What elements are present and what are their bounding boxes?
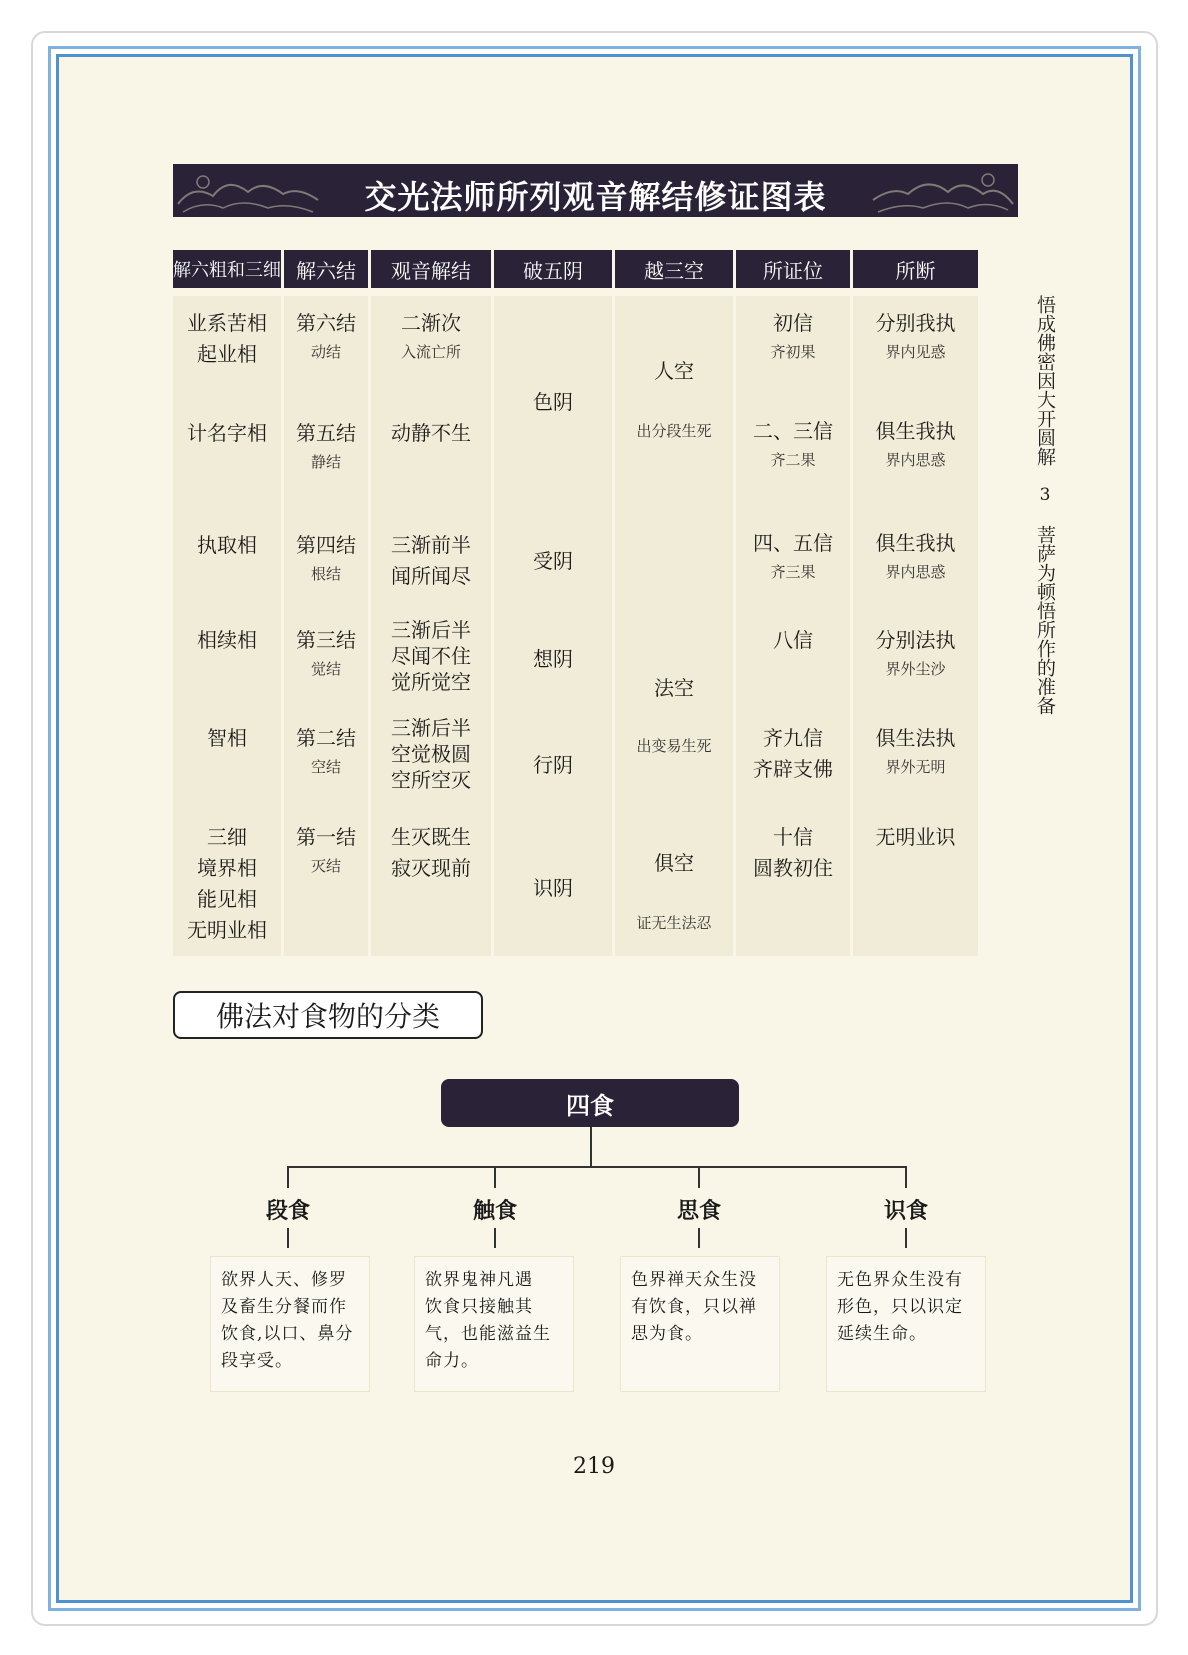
table-cell-position: 初信 齐初果 — [770, 311, 816, 361]
table-cell-knot: 第六结 动结 — [296, 311, 356, 361]
table-cell-position: 二、三信 齐二果 — [753, 419, 833, 469]
table-cell-position: 十信 圆教初住 — [753, 825, 833, 880]
table-cell-untying: 三渐后半 尽闻不住 觉所觉空 — [391, 618, 471, 694]
table-cell-skandha: 色阴 — [533, 390, 573, 414]
diagram-connector — [287, 1166, 907, 1168]
diagram-node: 段食 — [265, 1199, 310, 1224]
diagram-node: 识食 — [883, 1199, 928, 1224]
table-cell-emptiness: 人空 — [654, 359, 694, 383]
table-cell-coarse-mark: 计名字相 — [187, 421, 267, 445]
table-header-cell: 观音解结 — [371, 250, 491, 288]
diagram-node-description: 欲界人天、修罗 及畜生分餐而作 饮食,以口、鼻分 段享受。 — [210, 1256, 370, 1392]
table-cell-knot: 第三结 觉结 — [296, 628, 356, 678]
table-header-cell: 越三空 — [615, 250, 733, 288]
table-cell-coarse-mark: 智相 — [207, 726, 247, 750]
diagram-node: 触食 — [472, 1199, 517, 1224]
table-cell-coarse-mark: 三细 境界相 能见相 无明业相 — [187, 825, 267, 942]
table-cell-untying: 三渐前半 闻所闻尽 — [391, 533, 471, 588]
table-cell-emptiness: 俱空 — [654, 851, 694, 875]
diagram-node: 思食 — [676, 1199, 721, 1224]
table-cell-emptiness-note: 证无生法忍 — [636, 914, 712, 932]
table-cell-position: 八信 — [773, 628, 813, 652]
side-running-head: 悟成佛密因大开圆解 — [1034, 295, 1056, 466]
table-cell-untying: 三渐后半 空觉极圆 空所空灭 — [391, 716, 471, 792]
table-cell-position: 四、五信 齐三果 — [753, 531, 833, 581]
table-cell-severed: 分别法执 界外尘沙 — [875, 628, 956, 678]
table-cell-knot: 第一结 灭结 — [296, 825, 356, 875]
table-cell-emptiness-note: 出变易生死 — [636, 737, 712, 755]
table-cell-knot: 第四结 根结 — [296, 533, 356, 583]
diagram-connector — [494, 1228, 496, 1248]
chart-title: 交光法师所列观音解结修证图表 — [364, 178, 827, 216]
table-header-cell: 破五阴 — [494, 250, 612, 288]
diagram-connector — [287, 1228, 289, 1248]
page-number: 219 — [573, 1454, 615, 1479]
table-header-cell: 所断 — [853, 250, 978, 288]
table-cell-skandha: 识阴 — [533, 876, 573, 900]
diagram-connector — [905, 1228, 907, 1248]
table-cell-untying: 动静不生 — [391, 421, 471, 445]
section-heading: 佛法对食物的分类 — [173, 991, 483, 1039]
table-cell-coarse-mark: 相续相 — [197, 628, 257, 652]
table-cell-knot: 第二结 空结 — [296, 726, 356, 776]
diagram-root-node: 四食 — [441, 1079, 739, 1127]
diagram-node-description: 欲界鬼神凡遇 饮食只接触其 气，也能滋益生 命力。 — [414, 1256, 574, 1392]
table-cell-severed: 俱生我执 界内思惑 — [875, 419, 956, 469]
table-cell-untying: 二渐次 入流亡所 — [400, 311, 461, 361]
table-cell-coarse-mark: 执取相 — [197, 533, 257, 557]
table-header-cell: 解六粗和三细 — [173, 250, 281, 288]
table-header-cell: 解六结 — [284, 250, 368, 288]
side-section-title: 菩萨为顿悟所作的准备 — [1034, 525, 1056, 715]
table-cell-emptiness: 法空 — [654, 676, 694, 700]
table-cell-skandha: 受阴 — [533, 549, 573, 573]
table-cell-emptiness-note: 出分段生死 — [636, 422, 712, 440]
table-cell-severed: 分别我执 界内见惑 — [875, 311, 956, 361]
table-cell-skandha: 行阴 — [533, 753, 573, 777]
diagram-node-description: 无色界众生没有 形色，只以识定 延续生命。 — [826, 1256, 986, 1392]
table-cell-knot: 第五结 静结 — [296, 421, 356, 471]
table-cell-coarse-mark: 业系苦相 起业相 — [187, 311, 267, 366]
diagram-connector — [905, 1166, 907, 1188]
diagram-connector — [590, 1127, 592, 1167]
chart-title-banner — [173, 164, 1018, 217]
side-chapter-number: 3 — [1039, 485, 1051, 505]
table-cell-position: 齐九信 齐辟支佛 — [753, 726, 833, 781]
diagram-connector — [698, 1228, 700, 1248]
table-cell-severed: 无明业识 — [875, 825, 956, 849]
table-cell-severed: 俱生法执 界外无明 — [875, 726, 956, 776]
table-header-cell: 所证位 — [736, 250, 850, 288]
diagram-node-description: 色界禅天众生没 有饮食，只以禅 思为食。 — [620, 1256, 780, 1392]
table-cell-severed: 俱生我执 界内思惑 — [875, 531, 956, 581]
table-cell-skandha: 想阴 — [533, 647, 573, 671]
diagram-connector — [494, 1166, 496, 1188]
diagram-connector — [287, 1166, 289, 1188]
table-cell-untying: 生灭既生 寂灭现前 — [391, 825, 471, 880]
diagram-connector — [698, 1166, 700, 1188]
